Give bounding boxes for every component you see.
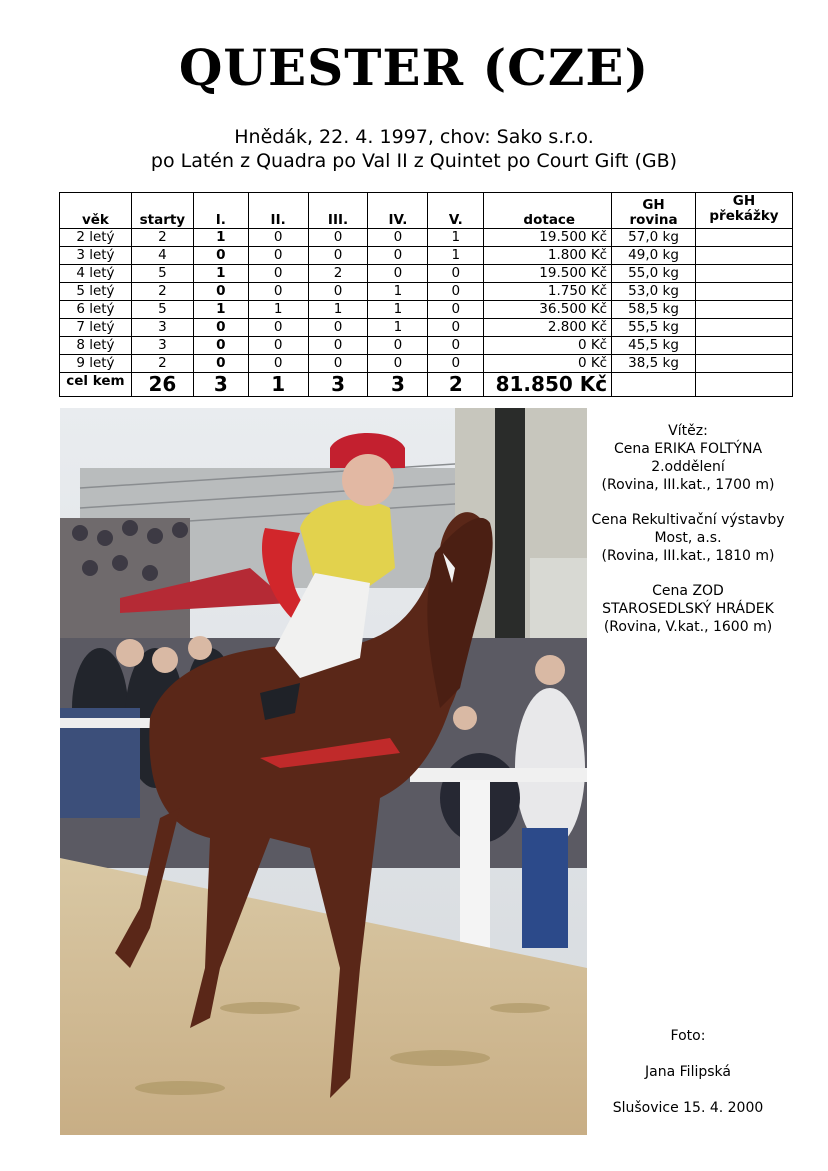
- cell-fourth: 0: [368, 355, 428, 373]
- total-fourth: 3: [368, 373, 428, 397]
- cell-gh-flat: 55,5 kg: [612, 319, 696, 337]
- cell-first: 1: [193, 301, 248, 319]
- cell-third: 2: [308, 265, 368, 283]
- horse-name-title: QUESTER (CZE): [178, 38, 650, 97]
- cell-gh-flat: 49,0 kg: [612, 247, 696, 265]
- col-header-starts: starty: [131, 193, 193, 229]
- total-gh-flat: [612, 373, 696, 397]
- col-header-gh-hurdle: [695, 193, 792, 229]
- photographer-name: Jana Filipská: [645, 1064, 731, 1080]
- cell-prize: 2.800 Kč: [484, 319, 612, 337]
- race-1-division: 2.oddělení: [651, 459, 725, 475]
- cell-second: 0: [248, 319, 308, 337]
- cell-gh-flat: 38,5 kg: [612, 355, 696, 373]
- total-first: 3: [193, 373, 248, 397]
- cell-fourth: 0: [368, 229, 428, 247]
- cell-age: 5 letý: [60, 283, 132, 301]
- table-total-row: [60, 373, 793, 397]
- table-body: [60, 229, 793, 397]
- cell-prize: 36.500 Kč: [484, 301, 612, 319]
- cell-gh-flat: 58,5 kg: [612, 301, 696, 319]
- cell-prize: 0 Kč: [484, 337, 612, 355]
- col-header-second: II.: [248, 193, 308, 229]
- cell-first: 0: [193, 247, 248, 265]
- cell-third: 0: [308, 355, 368, 373]
- cell-gh-hurdle: [695, 247, 792, 265]
- cell-third: 0: [308, 283, 368, 301]
- cell-starts: 4: [131, 247, 193, 265]
- cell-age: 7 letý: [60, 319, 132, 337]
- cell-starts: 2: [131, 355, 193, 373]
- cell-second: 0: [248, 337, 308, 355]
- cell-first: 1: [193, 265, 248, 283]
- cell-fifth: 0: [428, 301, 484, 319]
- cell-starts: 3: [131, 319, 193, 337]
- cell-gh-hurdle: [695, 319, 792, 337]
- cell-gh-hurdle: [695, 229, 792, 247]
- cell-second: 0: [248, 265, 308, 283]
- race-2-detail: (Rovina, III.kat., 1810 m): [601, 548, 775, 564]
- gh-hurdle-line2: překážky: [709, 208, 779, 224]
- cell-fourth: 0: [368, 265, 428, 283]
- total-fifth: 2: [428, 373, 484, 397]
- table-row: [60, 265, 793, 283]
- cell-age: 6 letý: [60, 301, 132, 319]
- race-3-sponsor: STAROSEDLSKÝ HRÁDEK: [602, 601, 774, 617]
- cell-third: 1: [308, 301, 368, 319]
- total-prize: 81.850 Kč: [484, 373, 612, 397]
- cell-gh-hurdle: [695, 355, 792, 373]
- cell-first: 0: [193, 319, 248, 337]
- photo-place-date: Slušovice 15. 4. 2000: [612, 1100, 764, 1116]
- race-photo: [60, 408, 587, 1135]
- pedigree-line: po Latén z Quadra po Val II z Quintet po Court Gift (GB): [150, 150, 678, 172]
- cell-gh-hurdle: [695, 301, 792, 319]
- photo-credit-label: Foto:: [670, 1028, 706, 1044]
- col-header-third: III.: [308, 193, 368, 229]
- winner-heading: Vítěz:: [668, 423, 708, 439]
- cell-third: 0: [308, 247, 368, 265]
- race-record-table: [59, 192, 793, 397]
- cell-fourth: 1: [368, 319, 428, 337]
- cell-prize: 1.800 Kč: [484, 247, 612, 265]
- cell-prize: 19.500 Kč: [484, 229, 612, 247]
- table-row: [60, 319, 793, 337]
- race-3-name: Cena ZOD: [652, 583, 724, 599]
- cell-first: 1: [193, 229, 248, 247]
- cell-fifth: 0: [428, 355, 484, 373]
- cell-prize: 0 Kč: [484, 355, 612, 373]
- cell-starts: 2: [131, 283, 193, 301]
- total-label: cel kem: [60, 373, 132, 397]
- gh-flat-line1: GH: [642, 197, 665, 213]
- cell-first: 0: [193, 283, 248, 301]
- cell-starts: 5: [131, 301, 193, 319]
- race-1-detail: (Rovina, III.kat., 1700 m): [601, 477, 775, 493]
- race-1-name: Cena ERIKA FOLTÝNA: [613, 441, 763, 457]
- cell-starts: 3: [131, 337, 193, 355]
- cell-third: 0: [308, 337, 368, 355]
- total-gh-hurdle: [695, 373, 792, 397]
- cell-fourth: 0: [368, 337, 428, 355]
- cell-gh-flat: 57,0 kg: [612, 229, 696, 247]
- cell-age: 3 letý: [60, 247, 132, 265]
- cell-second: 0: [248, 247, 308, 265]
- col-header-fourth: IV.: [368, 193, 428, 229]
- total-third: 3: [308, 373, 368, 397]
- cell-gh-flat: 53,0 kg: [612, 283, 696, 301]
- cell-prize: 1.750 Kč: [484, 283, 612, 301]
- cell-gh-flat: 45,5 kg: [612, 337, 696, 355]
- cell-fifth: 0: [428, 319, 484, 337]
- gh-hurdle-line1: GH: [732, 193, 756, 209]
- table-header-row: [60, 193, 793, 229]
- cell-second: 1: [248, 301, 308, 319]
- total-second: 1: [248, 373, 308, 397]
- table-row: [60, 229, 793, 247]
- table-row: [60, 247, 793, 265]
- race-3-detail: (Rovina, V.kat., 1600 m): [603, 619, 773, 635]
- cell-gh-hurdle: [695, 283, 792, 301]
- col-header-fifth: V.: [428, 193, 484, 229]
- cell-fifth: 0: [428, 265, 484, 283]
- cell-third: 0: [308, 319, 368, 337]
- cell-fifth: 0: [428, 283, 484, 301]
- cell-gh-hurdle: [695, 337, 792, 355]
- cell-second: 0: [248, 229, 308, 247]
- cell-prize: 19.500 Kč: [484, 265, 612, 283]
- cell-gh-hurdle: [695, 265, 792, 283]
- race-2-sponsor: Most, a.s.: [654, 530, 722, 546]
- gh-flat-line2: rovina: [629, 212, 678, 228]
- cell-age: 8 letý: [60, 337, 132, 355]
- cell-second: 0: [248, 355, 308, 373]
- cell-fourth: 1: [368, 301, 428, 319]
- cell-second: 0: [248, 283, 308, 301]
- table-row: [60, 283, 793, 301]
- col-header-gh-flat: [612, 193, 696, 229]
- cell-starts: 2: [131, 229, 193, 247]
- table-row: [60, 337, 793, 355]
- race-2-name: Cena Rekultivační výstavby: [591, 512, 785, 528]
- cell-fourth: 1: [368, 283, 428, 301]
- table-row: [60, 355, 793, 373]
- cell-third: 0: [308, 229, 368, 247]
- col-header-prize: dotace: [484, 193, 612, 229]
- total-starts: 26: [131, 373, 193, 397]
- cell-age: 2 letý: [60, 229, 132, 247]
- cell-first: 0: [193, 355, 248, 373]
- cell-fourth: 0: [368, 247, 428, 265]
- table-row: [60, 301, 793, 319]
- col-header-first: I.: [193, 193, 248, 229]
- cell-age: 9 letý: [60, 355, 132, 373]
- cell-first: 0: [193, 337, 248, 355]
- cell-fifth: 0: [428, 337, 484, 355]
- cell-starts: 5: [131, 265, 193, 283]
- cell-fifth: 1: [428, 229, 484, 247]
- cell-fifth: 1: [428, 247, 484, 265]
- cell-gh-flat: 55,0 kg: [612, 265, 696, 283]
- cell-age: 4 letý: [60, 265, 132, 283]
- horse-details: Hnědák, 22. 4. 1997, chov: Sako s.r.o.: [234, 126, 594, 148]
- col-header-age: věk: [60, 193, 132, 229]
